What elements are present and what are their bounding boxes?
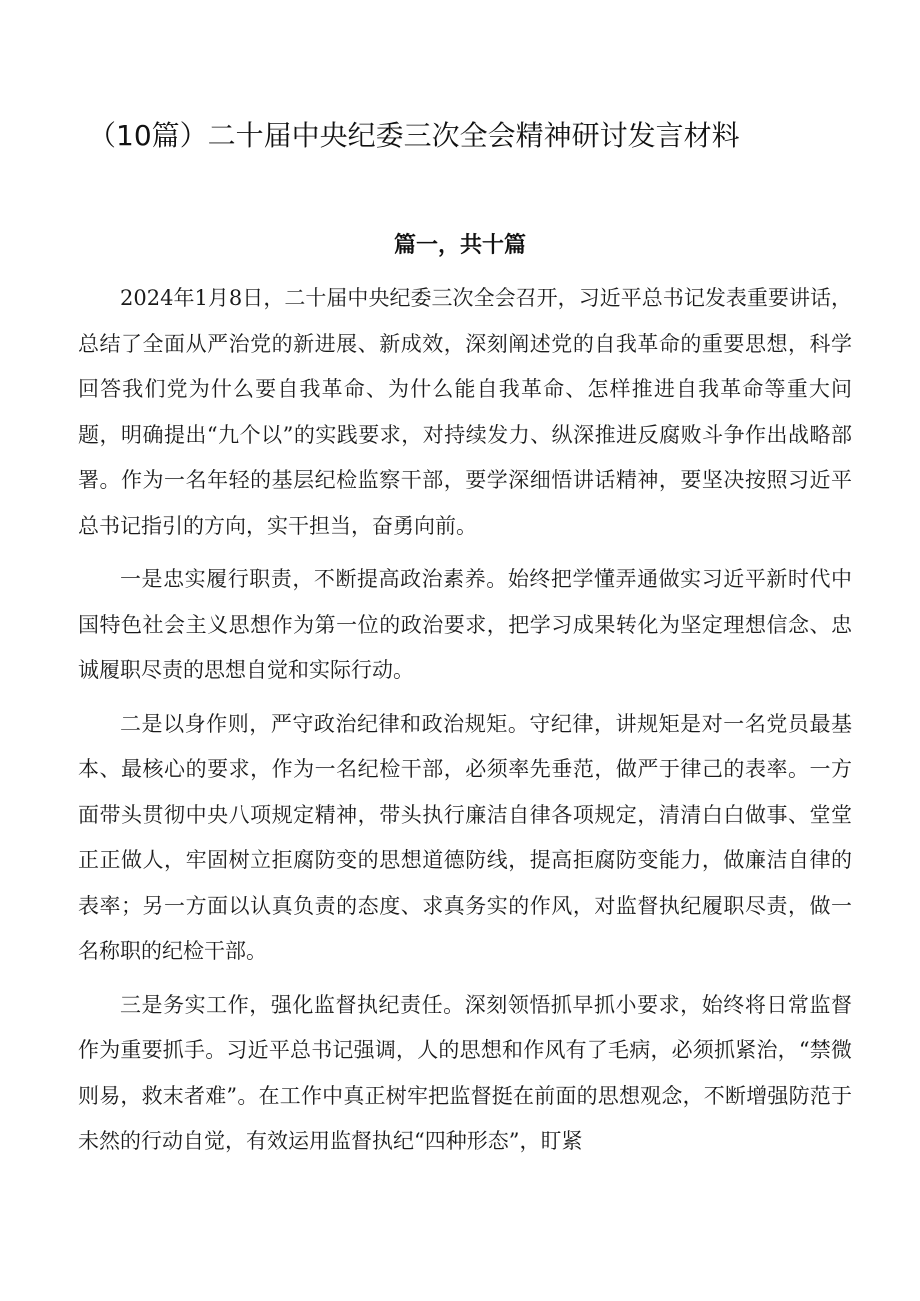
paragraph-point-one: 一是忠实履行职责，不断提高政治素养。始终把学懂弄通做实习近平新时代中国特色社会主义思想作为第一位的政治要求，把学习成果转化为坚定理想信念、忠诚履职尽责的思想自觉和实际行动。 [78,567,852,682]
paragraph-point-three: 三是务实工作，强化监督执纪责任。深刻领悟抓早抓小要求，始终将日常监督作为重要抓手。习近平总书记强调，人的思想和作风有了毛病，必须抓紧治，“禁微则易，救末者难”。在工作中真正树牢把监督挺在前面的思想观念，不断增强防范于未然的行动自觉，有效运用监督执纪“四种形态”，盯紧 [78,992,852,1153]
paragraph-point-two: 二是以身作则，严守政治纪律和政治规矩。守纪律，讲规矩是对一名党员最基本、最核心的要求，作为一名纪检干部，必须率先垂范，做严于律己的表率。一方面带头贯彻中央八项规定精神，带头执行廉洁自律各项规定，清清白白做事、堂堂正正做人，牢固树立拒腐防变的思想道德防线，提高拒腐防变能力，做廉洁自律的表率；另一方面以认真负责的态度、求真务实的作风，对监督执纪履职尽责，做一名称职的纪检干部。 [78,711,852,963]
document-title: （10篇）二十届中央纪委三次全会精神研讨发言材料 [88,119,740,152]
document-body [78,276,852,1173]
paragraph-intro: 2024年1月8日，二十届中央纪委三次全会召开，习近平总书记发表重要讲话，总结了全面从严治党的新进展、新成效，深刻阐述党的自我革命的重要思想，科学回答我们党为什么要自我革命、为什么能自我革命、怎样推进自我革命等重大问题，明确提出“九个以”的实践要求，对持续发力、纵深推进反腐败斗争作出战略部署。作为一名年轻的基层纪检监察干部，要学深细悟讲话精神，要坚决按照习近平总书记指引的方向，实干担当，奋勇向前。 [78,286,852,538]
section-heading: 篇一，共十篇 [393,233,526,258]
